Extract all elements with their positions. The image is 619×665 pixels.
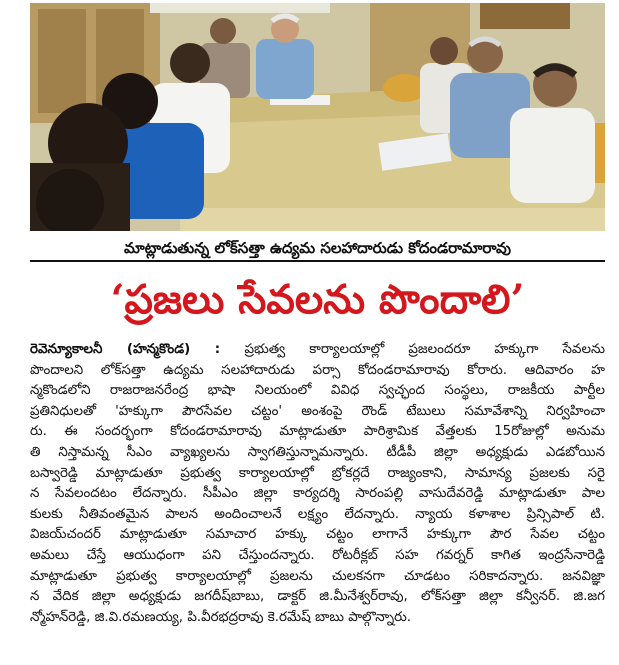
caption-prefix: మాట్లాడుతున్న: [124, 239, 215, 257]
article-line: విజయ్‌చందర్ మాట్లాడుతూ సమాచార హక్కు చట్టం లాగానే హక్కుగా పౌర సేవల చట్టం: [30, 527, 605, 543]
article-line: కులకు నీతివంతమైన పాలన అందించాలనే లక్ష్యం లేదన్నారు. న్యాయ కళాశాల ప్రిన్సిపాల్ టి.: [30, 506, 605, 522]
headline: ‘ప్రజలు సేవలను పొందాలి’: [110, 276, 525, 323]
article-line: మాట్లాడుతూ ప్రభుత్వ కార్యాలయాల్లో ప్రజలను చులకనగా చూడటం సరికాదన్నారు. జనవిజ్ఞా: [30, 568, 605, 584]
article-body: [30, 340, 605, 660]
article-line: పొందాలని లోక్‌సత్తా ఉద్యమ సలహాదారుడు పర్సా కోదండరామారావు కోరారు. ఆదివారం హ: [30, 362, 605, 378]
article-line: రు. ఈ సందర్భంగా కోదండరామారావు మాట్లాడుతూ పారిశ్రామిక వేత్తలకు 15రోజుల్లో అనుమ: [30, 424, 605, 440]
article-line: న సేవలందటం లేదన్నారు. సీపీఎం జిల్లా కార్యదర్శి సారంపల్లి వాసుదేవరెడ్డి మాట్లాడుతూ పాల: [30, 486, 605, 502]
article-line: న వేదిక జిల్లా అధ్యక్షుడు జగదీష్‌బాబు, డాక్టర్ జి.మీనేశ్వర్‌రావు, లోక్‌సత్తా జిల్లా కన్వీనర్. జి.జగ: [30, 589, 605, 605]
dateline: రెవెన్యూకాలనీ (హన్మకొండ) :: [30, 342, 245, 357]
article-line: తి నిస్తామన్న సీఎం వ్యాఖ్యలను స్వాగతిస్తున్నామన్నారు. టీడీపీ జిల్లా అధ్యక్షుడు ఎడబోయిన: [30, 444, 605, 460]
article-line: న్మకొండలోని రాజరాజనరేంద్ర భాషా నిలయంలో వివిధ స్వచ్ఛంద సంస్థలు, రాజకీయ పార్టీల: [30, 383, 605, 399]
article-line: అమలు చేస్తే ఆయుధంగా పని చేస్తుందన్నారు. రోటరీక్లబ్ సహ గవర్నర్ కాగిత ఇంద్రసేనారెడ్డి: [30, 547, 605, 563]
article-line: న్మోహన్‌రెడ్డి, జి.వి.రమణయ్య, పి.వీరభద్రరావు కె.రమేష్ బాబు పాల్గొన్నారు.: [30, 609, 411, 625]
article-line: బస్వారెడ్డి మాట్లాడుతూ ప్రభుత్వ కార్యాలయాల్లో బ్రోకర్లదే రాజ్యంకాని, సామాన్య ప్రజలకు సరై: [30, 465, 605, 481]
photo-caption: [30, 236, 605, 262]
caption-highlight: లోక్‌సత్తా ఉద్యమ సలహాదారుడు కోదండరామారావు: [214, 239, 511, 257]
article-line: రెవెన్యూకాలనీ (హన్మకొండ) : ప్రభుత్వ కార్యాలయాల్లో ప్రజలందరూ హక్కుగా సేవలను: [30, 342, 605, 357]
article-line: ప్రతినిధులతో 'హక్కుగా పౌరసేవల చట్టం' అంశంపై రౌండ్ టేబులు సమావేశాన్ని నిర్వహించా: [30, 403, 605, 419]
news-photo: [30, 3, 605, 231]
